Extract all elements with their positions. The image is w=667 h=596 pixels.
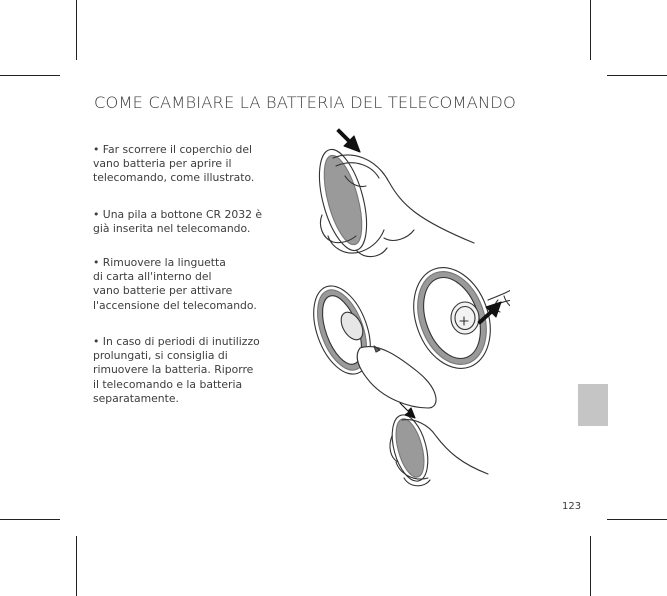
push-arrow-icon [337,129,360,152]
crop-mark-bottom-right [590,536,591,596]
paragraph-line: già inserita nel telecomando. [93,222,251,236]
crop-mark-left-bottom [0,519,60,520]
paragraph-line: rimuovere la batteria. Riporre [93,363,254,377]
remote-cover-slide-drawing [310,145,474,257]
paragraph-line: • In caso di periodi di inutilizzo [93,335,260,348]
section-tab [578,384,608,426]
paragraph-line: il telecomando e la batteria [93,377,243,391]
crop-mark-left-top [0,75,60,76]
paragraph-line: • Una pila a bottone CR 2032 è [93,208,263,221]
crop-mark-right-bottom [607,519,667,520]
paragraph-line: telecomando, come illustrato. [93,171,255,185]
crop-mark-top-right [590,0,591,60]
paragraph-line: l'accensione del telecomando. [93,298,257,312]
paragraph-line: separatamente. [93,391,179,405]
instruction-paragraph-3 [93,256,293,313]
crop-mark-bottom-left [76,536,77,596]
crop-mark-right-top [607,75,667,76]
paragraph-line: vano batteria per aprire il [93,157,232,171]
remote-lift-drawing [386,411,488,486]
page-title: COME CAMBIARE LA BATTERIA DEL TELECOMANDO [94,93,516,112]
instruction-paragraph-1 [93,143,293,186]
paragraph-line: vano batterie per attivare [93,284,233,298]
paragraph-line: prolungati, si consiglia di [93,349,228,363]
battery-replacement-illustration [300,120,510,495]
instruction-paragraph-4 [93,335,293,406]
page-number: 123 [562,501,582,512]
paragraph-line: • Rimuovere la linguetta [93,256,226,269]
paragraph-line: di carta all'interno del [93,270,212,284]
remote-battery-drawing [400,255,510,379]
crop-mark-top-left [76,0,77,60]
paragraph-line: • Far scorrere il coperchio del [93,143,253,156]
instruction-paragraph-2 [93,208,293,236]
